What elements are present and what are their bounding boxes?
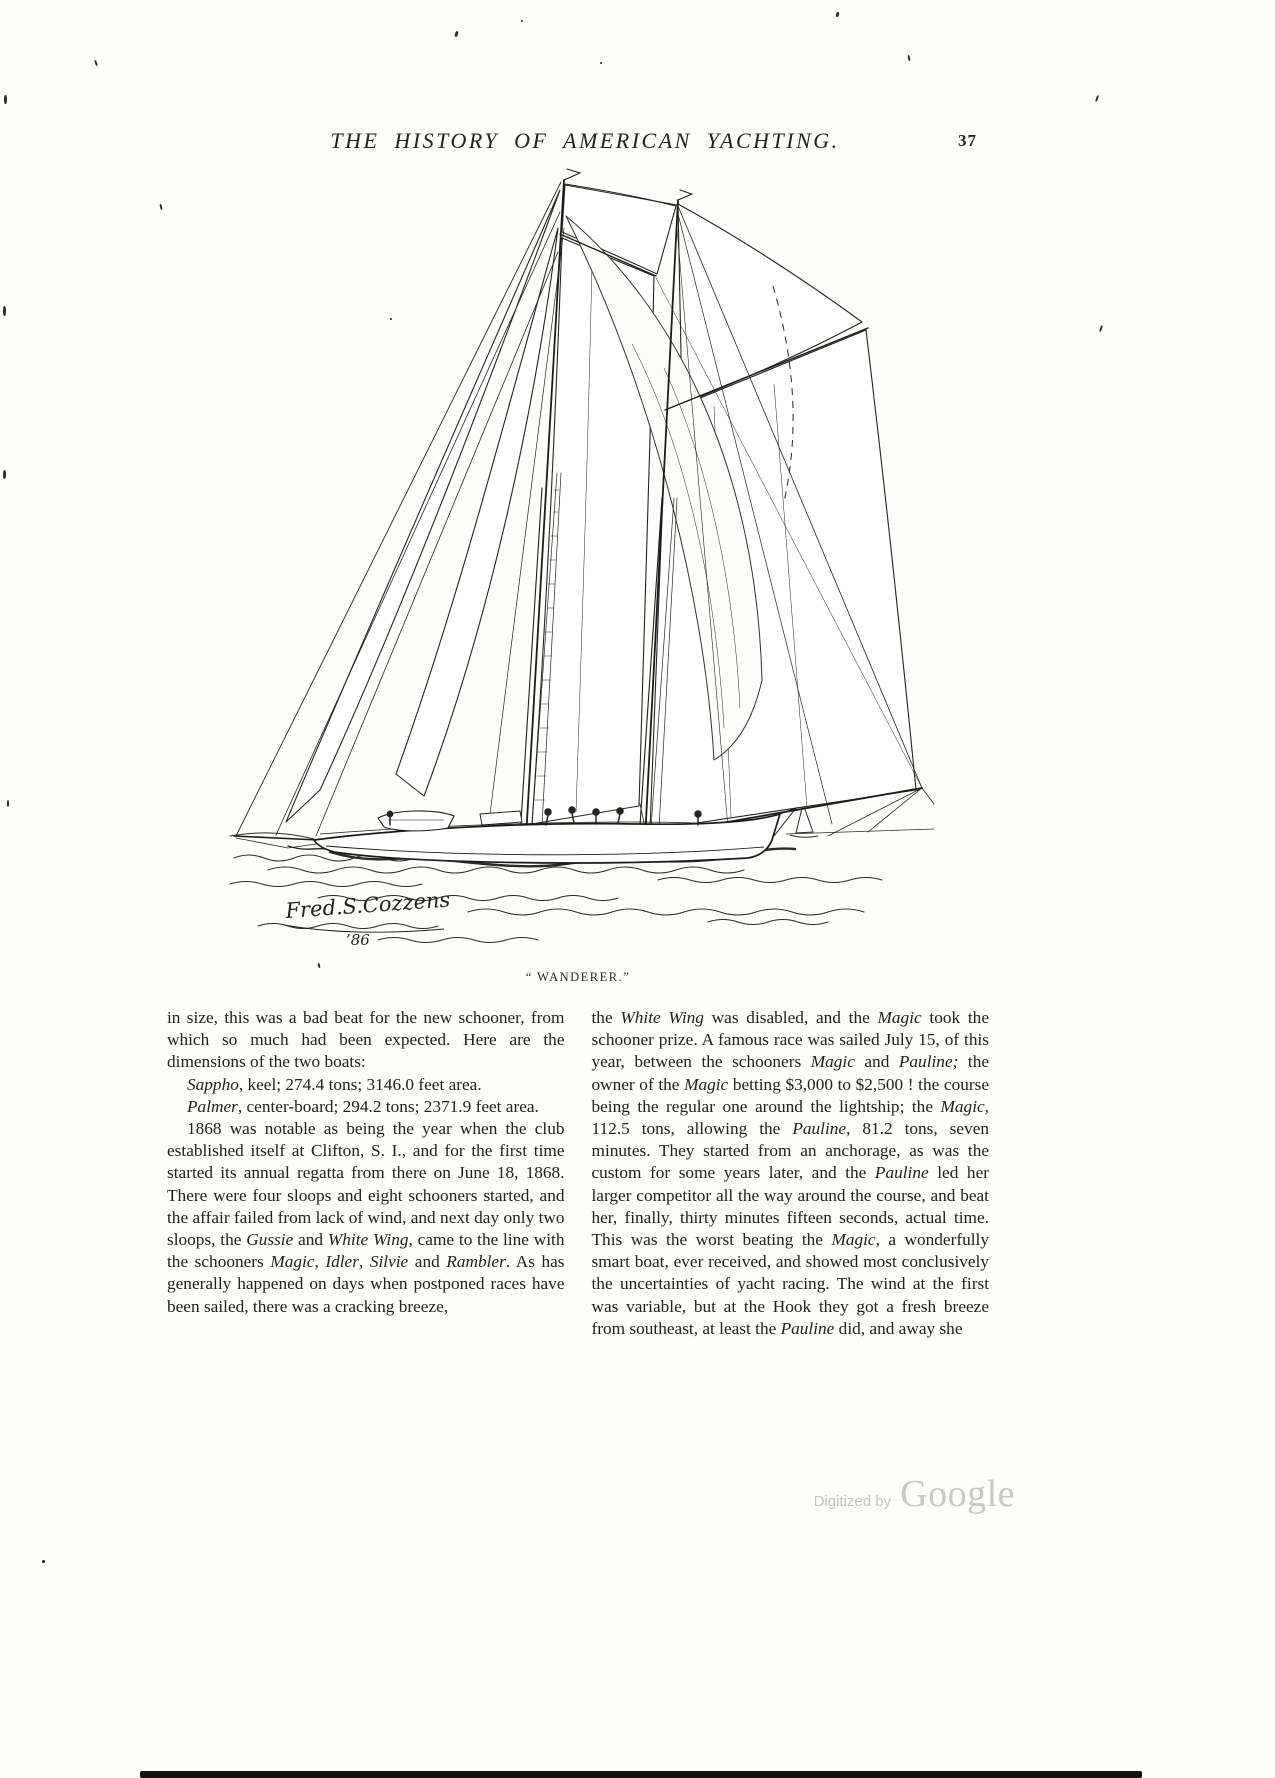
scan-speck: [94, 60, 98, 66]
scan-speck: [1099, 325, 1103, 332]
scan-speck: [600, 62, 602, 64]
scan-speck: [835, 12, 839, 18]
digitized-by-label: Digitized by: [813, 1493, 892, 1510]
body-text: [167, 1007, 989, 1340]
scan-edge-artifact: [140, 1771, 1142, 1778]
digitization-watermark: [640, 1472, 1015, 1516]
scan-speck: [3, 306, 6, 316]
google-logo: Google: [900, 1473, 1015, 1515]
page-number: 37: [958, 131, 977, 150]
sails: [286, 184, 916, 830]
illustration-caption: “ WANDERER.”: [525, 970, 631, 984]
text-column-left: [167, 1007, 565, 1340]
scan-speck: [907, 55, 910, 61]
scan-speck: [454, 31, 459, 38]
scan-speck: [42, 1560, 45, 1563]
paragraph: Sappho, keel; 274.4 tons; 3146.0 feet area.: [187, 1074, 482, 1094]
yacht-illustration: [228, 168, 938, 963]
scan-speck: [521, 20, 523, 22]
paragraph: in size, this was a bad beat for the new schooner, from which so much had been expected. Here are the dimensions of the two boats:: [167, 1008, 565, 1072]
artist-signature-group: [284, 888, 452, 949]
scan-speck: [390, 318, 392, 320]
running-head-title: THE HISTORY OF AMERICAN YACHTING.: [330, 128, 840, 153]
paragraph: 1868 was notable as being the year when the club established itself at Clifton, S. I., and for the first time started its annual regatta from there on June 18, 1868. There were four sloops and eight schooners started, and the affair failed from lack of wind, and next day only two sloops, the Gussie and White Wing, came to the line with the schooners Magic, Idler, Silvie and Rambler. As has generally happened on days when postponed races have been sailed, there was a cracking breeze,: [167, 1119, 565, 1316]
pennant: [678, 190, 692, 200]
scan-speck: [7, 800, 9, 807]
artist-signature-year: ’86: [346, 931, 370, 949]
scan-speck: [4, 95, 7, 104]
scan-speck: [159, 204, 162, 210]
paragraph: the White Wing was disabled, and the Magic took the schooner prize. A famous race was sailed July 15, of this year, between the schooners Magic and Pauline; the owner of the Magic betting $3,000 to $2,500 ! the course being the regular one around the lightship; the Magic, 112.5 tons, allowing the Pauline, 81.2 tons, seven minutes. They started from an anchorage, as was the custom for some years later, and the Pauline led her larger competitor all the way around the course, and beat her, finally, thirty minutes fifteen seconds, actual time. This was the worst beating the Magic, a wonderfully smart boat, ever received, and showed most conclusively the uncertainties of yacht racing. The wind at the first was variable, but at the Hook they got a fresh breeze from southeast, at least the Pauline did, and away she: [591, 1008, 990, 1338]
deckhouse: [480, 811, 522, 825]
scan-speck: [1095, 95, 1099, 102]
scan-speck: [3, 470, 6, 479]
pennant: [564, 169, 580, 180]
artist-signature: Fred.S.Cozzens: [284, 887, 451, 923]
scan-speck: [317, 963, 320, 968]
text-column-right: [592, 1007, 990, 1340]
paragraph: Palmer, center-board; 294.2 tons; 2371.9 feet area.: [187, 1096, 539, 1116]
